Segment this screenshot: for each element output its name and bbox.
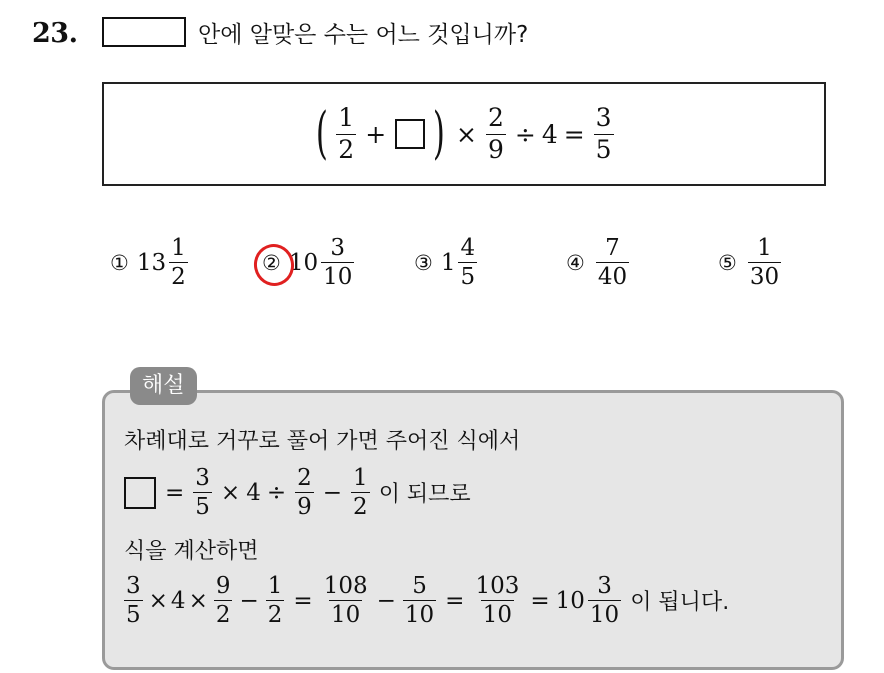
explanation-tag: 해설: [130, 367, 197, 405]
choice-5[interactable]: [718, 236, 784, 289]
choice-2-whole: 10: [288, 249, 319, 276]
question-number: 23.: [32, 18, 78, 49]
choice-3[interactable]: [414, 236, 480, 289]
answer-blank-box: [102, 17, 186, 47]
expl4-fraction-3: $\frac{1}{2}$: [267, 573, 283, 629]
choice-3-whole: 1: [440, 249, 456, 276]
choice-1-whole: 13: [136, 249, 167, 276]
eq-four: 4: [541, 119, 558, 149]
expl4-fraction-7: $\frac{3}{10}$: [589, 573, 620, 629]
expl2-fraction-2: $\frac{2}{9}$: [297, 465, 312, 521]
choice-2-fraction: $\frac{3}{10}$: [323, 235, 353, 291]
explanation-line-3: 식을 계산하면: [124, 539, 259, 564]
choice-4-fraction: $\frac{7}{40}$: [597, 235, 628, 291]
expl4-fraction-5: $\frac{5}{10}$: [404, 573, 435, 629]
explanation-line-2: = $\frac{3}{5}$ × 4 ÷ $\frac{2}{9}$ − $\frac{1}{2}$ 이 되므로: [124, 466, 471, 519]
unknown-box: [395, 119, 425, 149]
left-paren: (: [316, 101, 329, 166]
equation-box: [102, 82, 826, 186]
plus-sign: +: [365, 119, 387, 149]
choice-1[interactable]: [110, 236, 191, 289]
expl4-whole: 10: [555, 587, 585, 614]
choice-2-number: ②: [262, 250, 281, 275]
choice-3-fraction: $\frac{4}{5}$: [460, 235, 476, 291]
choice-3-number: ③: [414, 250, 433, 275]
divide-sign: ÷: [514, 119, 536, 149]
equals-sign: =: [563, 119, 585, 149]
expl2-fraction-1: $\frac{3}{5}$: [195, 465, 210, 521]
explanation-line-1: 차례대로 거꾸로 풀어 가면 주어진 식에서: [124, 429, 521, 454]
expl4-fraction-2: $\frac{9}{2}$: [215, 573, 231, 629]
eq-fraction-2: $\frac{2}{9}$: [487, 103, 504, 164]
choice-5-number: ⑤: [718, 250, 737, 275]
expl2-fraction-3: $\frac{1}{2}$: [353, 465, 368, 521]
expl4-fraction-4: $\frac{108}{10}$: [323, 573, 368, 629]
choice-1-fraction: $\frac{1}{2}$: [171, 235, 186, 291]
choice-4-number: ④: [566, 250, 585, 275]
choice-5-fraction: $\frac{1}{30}$: [749, 235, 780, 291]
eq-result-fraction: $\frac{3}{5}$: [595, 103, 612, 164]
equation: [104, 84, 824, 184]
explanation-line-4: $\frac{3}{5}$ × 4 × $\frac{9}{2}$ − $\frac{1}{2}$ = $\frac{108}{10}$ − $\frac{5}{10}$ = $\frac{103}{10}$ = 10 $\frac{3}{10}$ 이 됩니다.: [126, 573, 730, 629]
right-paren: ): [433, 101, 446, 166]
question-text: 안에 알맞은 수는 어느 것입니까?: [198, 22, 529, 48]
eq-fraction-1: $\frac{1}{2}$: [338, 103, 355, 164]
expl4-fraction-1: $\frac{3}{5}$: [126, 573, 141, 629]
expl4-fraction-6: $\frac{103}{10}$: [475, 573, 520, 629]
unknown-box: [124, 477, 156, 509]
times-sign: ×: [456, 119, 477, 149]
choice-1-number: ①: [110, 250, 129, 275]
choice-4[interactable]: [566, 236, 632, 289]
